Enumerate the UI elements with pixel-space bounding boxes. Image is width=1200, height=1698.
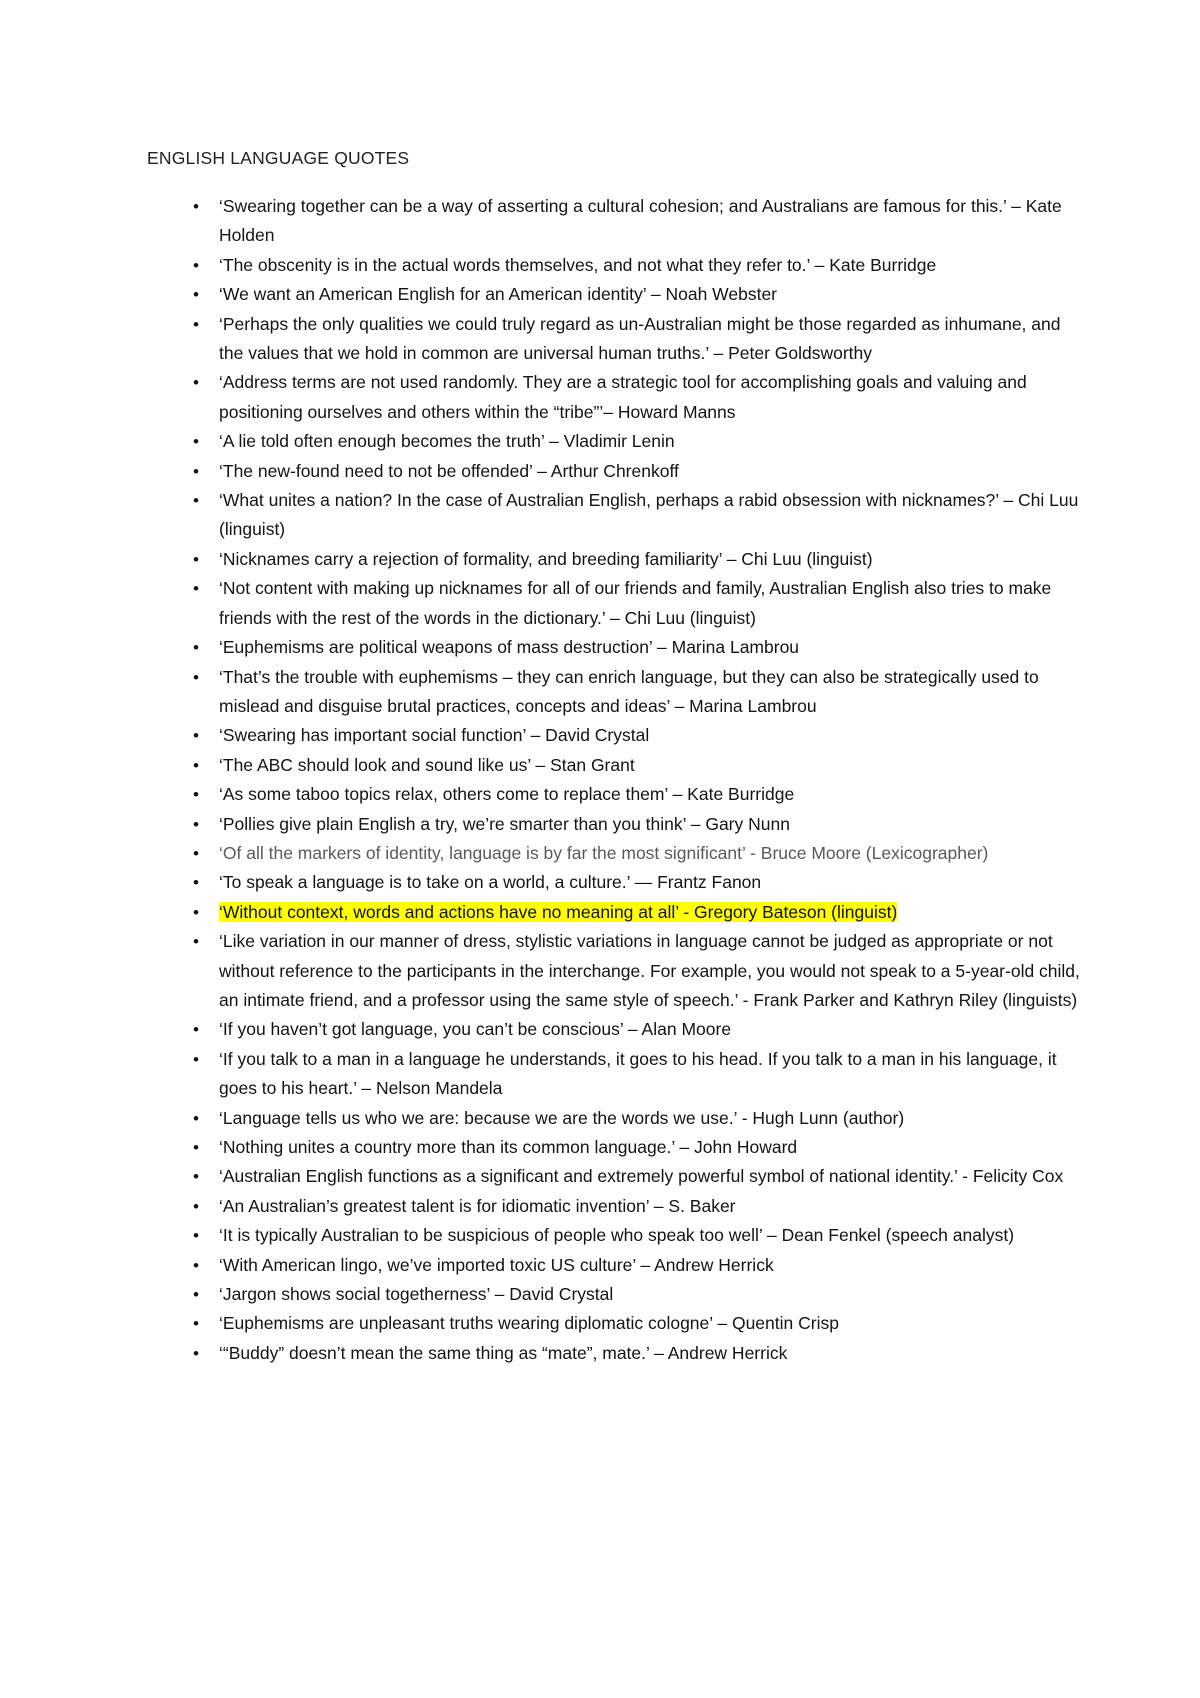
list-item (147, 810, 1087, 839)
list-item (147, 251, 1087, 280)
list-item (147, 751, 1087, 780)
list-item (147, 633, 1087, 662)
list-item (147, 192, 1087, 251)
bullet-icon: • (193, 314, 199, 334)
quote-text: ‘Like variation in our manner of dress, stylistic variations in language cannot be judged as appropriate or not without reference to the participants in the interchange. For example, you would not speak to a 5-year-old child, an intimate friend, and a professor using the same style of speech.’ - Frank Parker and Kathryn Riley (linguists) (219, 931, 1080, 1010)
list-item (147, 1015, 1087, 1044)
page-title: ENGLISH LANGUAGE QUOTES (147, 148, 410, 168)
quote-text: ‘We want an American English for an American identity’ – Noah Webster (219, 284, 778, 305)
bullet-icon: • (193, 726, 199, 746)
list-item (147, 457, 1087, 486)
quote-text: ‘Perhaps the only qualities we could truly regard as un-Australian might be those regarded as inhumane, and the values that we hold in common are universal human truths.’ – Peter Goldsworthy (219, 313, 1061, 364)
list-item (147, 280, 1087, 309)
bullet-icon: • (193, 1226, 199, 1246)
quote-text: ‘The obscenity is in the actual words themselves, and not what they refer to.’ – Kate Burridge (219, 254, 937, 275)
quote-text: ‘Nothing unites a country more than its common language.’ – John Howard (219, 1137, 798, 1157)
quote-text: ‘If you talk to a man in a language he understands, it goes to his head. If you talk to a man in his language, it goes to his heart.’ – Nelson Mandela (219, 1048, 1057, 1099)
quote-text: ‘If you haven’t got language, you can’t be conscious’ – Alan Moore (219, 1019, 732, 1040)
list-item (147, 368, 1087, 427)
bullet-icon: • (193, 667, 199, 687)
bullet-icon: • (193, 755, 199, 775)
bullet-icon: • (193, 873, 199, 893)
bullet-icon: • (193, 638, 199, 658)
quote-text: ‘Language tells us who we are: because we are the words we use.’ - Hugh Lunn (author) (219, 1107, 905, 1128)
list-item (147, 427, 1087, 456)
bullet-icon: • (193, 1049, 199, 1069)
quote-text: ‘The new-found need to not be offended’ – Arthur Chrenkoff (219, 460, 679, 481)
quote-text: ‘The ABC should look and sound like us’ – Stan Grant (219, 754, 635, 775)
quote-text: ‘It is typically Australian to be suspicious of people who speak too well’ – Dean Fenkel (speech analyst) (219, 1225, 1015, 1246)
quote-text: ‘Swearing together can be a way of asserting a cultural cohesion; and Australians are famous for this.’ – Kate Holden (219, 196, 1062, 246)
quote-text: ‘Without context, words and actions have no meaning at all’ - Gregory Bateson (linguist) (219, 901, 898, 922)
quote-text: ‘Australian English functions as a significant and extremely powerful symbol of national identity.’ - Felicity Cox (219, 1166, 1064, 1187)
bullet-icon: • (193, 1167, 199, 1187)
quote-text: ‘Of all the markers of identity, language is by far the most significant’ - Bruce Moore (Lexicographer) (219, 842, 989, 863)
bullet-icon: • (193, 432, 199, 452)
list-item (147, 310, 1087, 369)
bullet-icon: • (193, 255, 199, 275)
bullet-icon: • (193, 932, 199, 952)
quote-text: ‘What unites a nation? In the case of Australian English, perhaps a rabid obsession with nicknames?’ – Chi Luu (linguist) (219, 490, 1079, 540)
list-item (147, 1104, 1087, 1133)
quote-text: ‘An Australian’s greatest talent is for idiomatic invention’ – S. Baker (219, 1195, 736, 1216)
bullet-icon: • (193, 902, 199, 922)
quote-text: ‘Swearing has important social function’ – David Crystal (219, 725, 650, 746)
quote-text: ‘“Buddy” doesn’t mean the same thing as “mate”, mate.’ – Andrew Herrick (219, 1342, 788, 1363)
bullet-icon: • (193, 461, 199, 481)
bullet-icon: • (193, 1138, 199, 1157)
list-item (147, 663, 1087, 722)
bullet-icon: • (193, 549, 199, 569)
bullet-icon: • (193, 814, 199, 834)
list-item (147, 780, 1087, 809)
list-item (147, 1251, 1087, 1280)
quote-text: ‘Euphemisms are unpleasant truths wearing diplomatic cologne’ – Quentin Crisp (219, 1313, 839, 1334)
bullet-icon: • (193, 1343, 199, 1363)
list-item (147, 839, 1087, 868)
bullet-icon: • (193, 843, 199, 863)
list-item (147, 1162, 1087, 1191)
quote-text: ‘Jargon shows social togetherness’ – David Crystal (219, 1284, 614, 1305)
bullet-icon: • (193, 1285, 199, 1305)
bullet-icon: • (193, 1108, 199, 1128)
quote-text: ‘To speak a language is to take on a world, a culture.’ — Frantz Fanon (219, 872, 762, 893)
list-item-highlighted (147, 898, 1087, 927)
quote-text: ‘A lie told often enough becomes the truth’ – Vladimir Lenin (219, 431, 675, 452)
list-item (147, 1192, 1087, 1221)
quote-text: ‘Address terms are not used randomly. They are a strategic tool for accomplishing goals and valuing and positioning ourselves and others within the “tribe”’– Howard Manns (219, 372, 1027, 422)
list-item (147, 1045, 1087, 1104)
list-item (147, 1133, 1087, 1162)
quote-text: ‘Pollies give plain English a try, we’re smarter than you think’ – Gary Nunn (219, 813, 790, 834)
quote-text: ‘With American lingo, we’ve imported toxic US culture’ – Andrew Herrick (219, 1254, 774, 1275)
bullet-icon: • (193, 579, 199, 599)
list-item (147, 545, 1087, 574)
list-item (147, 486, 1087, 545)
bullet-icon: • (193, 1196, 199, 1216)
bullet-icon: • (193, 491, 199, 511)
list-item (147, 1339, 1087, 1368)
quote-text: ‘That’s the trouble with euphemisms – they can enrich language, but they can also be strategically used to mislead and disguise brutal practices, concepts and ideas’ – Marina Lambrou (219, 666, 1039, 716)
list-item (147, 927, 1087, 1015)
quote-text: ‘Euphemisms are political weapons of mass destruction’ – Marina Lambrou (219, 637, 800, 658)
quote-text: ‘Nicknames carry a rejection of formality, and breeding familiarity’ – Chi Luu (linguist) (219, 548, 873, 569)
bullet-icon: • (193, 1255, 199, 1275)
bullet-icon: • (193, 1314, 199, 1334)
quote-list (147, 192, 1087, 1368)
list-item (147, 721, 1087, 750)
list-item (147, 574, 1087, 633)
bullet-icon: • (193, 285, 199, 305)
list-item (147, 1309, 1087, 1338)
bullet-icon: • (193, 373, 199, 393)
bullet-icon: • (193, 785, 199, 805)
quote-text: ‘Not content with making up nicknames for all of our friends and family, Australian English also tries to make friends with the rest of the words in the dictionary.’ – Chi Luu (linguist) (219, 578, 1052, 628)
bullet-icon: • (193, 1020, 199, 1040)
list-item (147, 868, 1087, 897)
list-item (147, 1280, 1087, 1309)
list-item (147, 1221, 1087, 1250)
quote-text: ‘As some taboo topics relax, others come to replace them’ – Kate Burridge (219, 784, 795, 805)
bullet-icon: • (193, 197, 199, 216)
